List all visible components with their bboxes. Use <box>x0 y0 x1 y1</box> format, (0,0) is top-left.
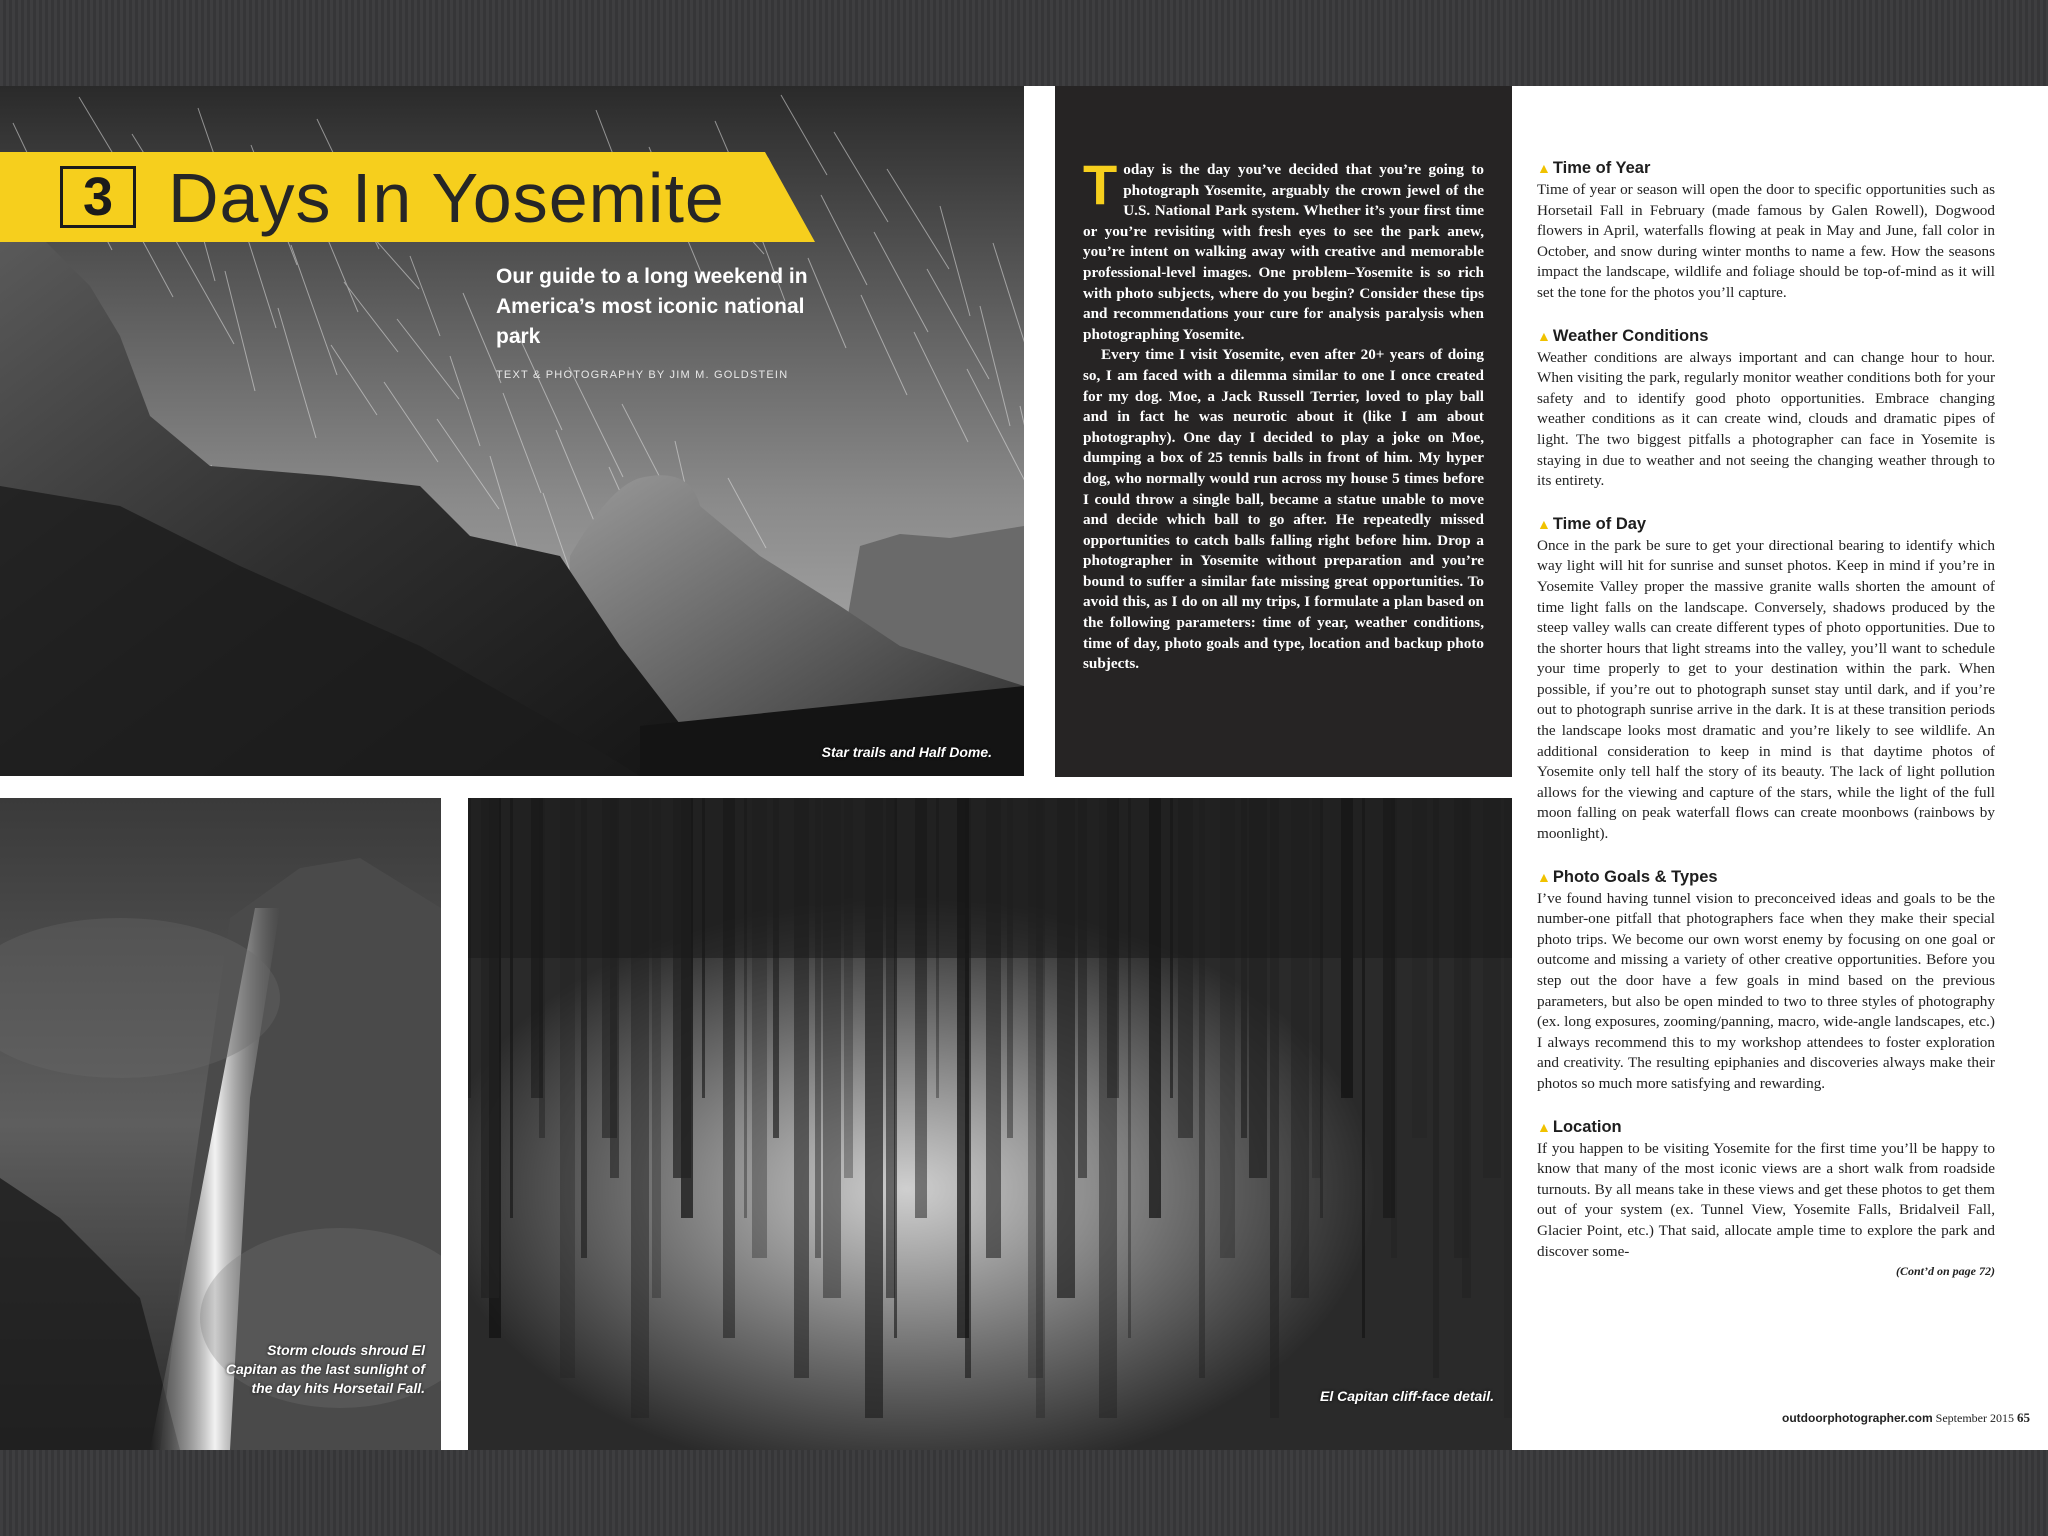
section-body: Once in the park be sure to get your directional bearing to identify which way light will hit for sunrise and sunset photos. Keep in mind if you’re in Yosemite Valley proper the massive granite walls shorten the amount of time light falls on the landscape. Conversely, shadows produced by the steep valley walls can create different types of photo opportunities. Due to the shorter hours that light streams into the valley, you’ll want to schedule your time properly to get to your destination within the park. When possible, if you’re out to photograph sunset stay until dark, and if you’re out to photograph sunrise arrive in the dark. It is at these transition periods the landscape looks most dramatic and you’re likely to see wildlife. An additional consideration to keep in mind is that daytime photos of Yosemite only tell half the story of its beauty. The lack of light pollution allows for the viewing and capture of the stars, while the light of the full moon falling on peak waterfall flows can create moonbows (rainbows by moonlight). <box>1537 536 1995 843</box>
caption-hero: Star trails and Half Dome. <box>821 744 992 760</box>
magazine-spread <box>0 86 2048 1450</box>
page-title: Days In Yosemite <box>168 159 725 237</box>
continued-note: (Cont’d on page 72) <box>1896 1264 1995 1279</box>
caption-horsetail-fall: Storm clouds shroud El Capitan as the last sunlight of the day hits Horsetail Fall. <box>225 1342 425 1396</box>
title-number-box: 3 <box>60 166 136 228</box>
section-body: Weather conditions are always important and can change hour to hour. When visiting the park, regularly monitor weather conditions both for your safety and to identify good photo opportunities. Embrace changing weather conditions as it can create wind, clouds and dramatic pipes of light. The two biggest pitfalls a photographer can face in Yosemite is staying in due to weather and not seeing the changing weather through to its entirety. <box>1537 348 1995 490</box>
triangle-bullet-icon: ▲ <box>1537 160 1551 176</box>
intro-paragraph-1: Today is the day you’ve decided that you’re going to photograph Yosemite, arguably the crown jewel of the U.S. National Park system. Whether it’s your first time or you’re revisiting with fresh eyes to see the park anew, you’re intent on walking away with creative and memorable professional-level images. One problem–Yosemite is so rich with photo subjects, where do you begin? Consider these tips and recommendations your cure for analysis paralysis when photographing Yosemite. <box>1083 153 1484 343</box>
section-location <box>1537 1117 1995 1263</box>
photo-el-capitan-cliff <box>468 798 1512 1450</box>
folio-site: outdoorphotographer.com <box>1782 1411 1933 1425</box>
section-time-of-day <box>1537 514 1995 845</box>
folio-page-number: 65 <box>2017 1410 2030 1425</box>
section-weather-conditions <box>1537 326 1995 492</box>
triangle-bullet-icon: ▲ <box>1537 515 1551 532</box>
section-body: Time of year or season will open the door to specific opportunities such as Horsetail Fall in February (made famous by Galen Rowell), Dogwood flowers in April, waterfalls flowing at peak in May and June, fall color in October, and snow during winter months to name a few. How the seasons impact the landscape, wildlife and foliage should be top-of-mind as it will set the tone for the photos you’ll capture. <box>1537 181 1995 301</box>
drop-cap: T <box>1083 153 1118 216</box>
byline: TEXT & PHOTOGRAPHY BY JIM M. GOLDSTEIN <box>496 369 789 381</box>
photo-horsetail-fall <box>0 798 441 1450</box>
folio-issue: September 2015 <box>1935 1411 2014 1425</box>
section-body: If you happen to be visiting Yosemite for the first time you’ll be happy to know that many of the most iconic views are a short walk from roadside turnouts. By all means take in these views and get these photos to get them out of your system (ex. Tunnel View, Yosemite Falls, Bridalveil Fall, Glacier Point, etc.) That said, allocate ample time to explore the park and discover some- <box>1537 1139 1995 1260</box>
triangle-bullet-icon: ▲ <box>1537 327 1551 344</box>
subtitle: Our guide to a long weekend in America’s most iconic national park <box>496 265 808 348</box>
section-heading: Time of Year <box>1552 159 1651 177</box>
section-body: I’ve found having tunnel vision to preconceived ideas and goals to be the number-one pitfall that photographers face when they make their special photo trips. We become our own worst enemy by focusing on one goal or outcome and missing a variety of other creative opportunities. Before you step out the door have a few goals in mind based on the previous parameters, but also be open minded to two to three styles of photography (ex. long exposures, zooming/panning, macro, wide-angle landscapes, etc.) I always recommend this to my workshop attendees to foster exploration and creativity. The resulting epiphanies and discoveries always make their photos so much more satisfying and rewarding. <box>1537 889 1995 1092</box>
section-photo-goals-types <box>1537 867 1995 1095</box>
triangle-bullet-icon: ▲ <box>1537 1118 1551 1135</box>
intro-paragraph-2: Every time I visit Yosemite, even after 20+ years of doing so, I am faced with a dilemma similar to one I once created for my dog. Moe, a Jack Russell Terrier, loved to play ball and in fact he was neurotic about it (like I am about photography). One day I decided to play a joke on Moe, dumping a box of 25 tennis balls in front of him. My hyper dog, who normally would run across my house 5 times before I could throw a single ball, became a statue unable to move and decide which ball to go after. He repeatedly missed opportunities to catch balls falling right before him. Drop a photographer in Yosemite without preparation and you’re bound to suffer a similar fate missing great opportunities. To avoid this, as I do on all my trips, I formulate a plan based on the following parameters: time of year, weather conditions, time of day, photo goals and type, location and backup photo subjects. <box>1083 346 1484 673</box>
section-heading: Weather Conditions <box>1552 326 1709 345</box>
cliff-face-image <box>468 798 1512 1450</box>
section-heading: Time of Day <box>1552 514 1647 533</box>
section-time-of-year <box>1537 158 1995 304</box>
page-folio <box>1782 1410 2030 1426</box>
section-heading: Photo Goals & Types <box>1552 867 1718 886</box>
section-heading: Location <box>1552 1117 1622 1136</box>
tips-column <box>1537 158 1995 1279</box>
caption-el-capitan: El Capitan cliff-face detail. <box>1319 1388 1494 1404</box>
triangle-bullet-icon: ▲ <box>1537 868 1551 885</box>
intro-column <box>1055 86 1512 777</box>
